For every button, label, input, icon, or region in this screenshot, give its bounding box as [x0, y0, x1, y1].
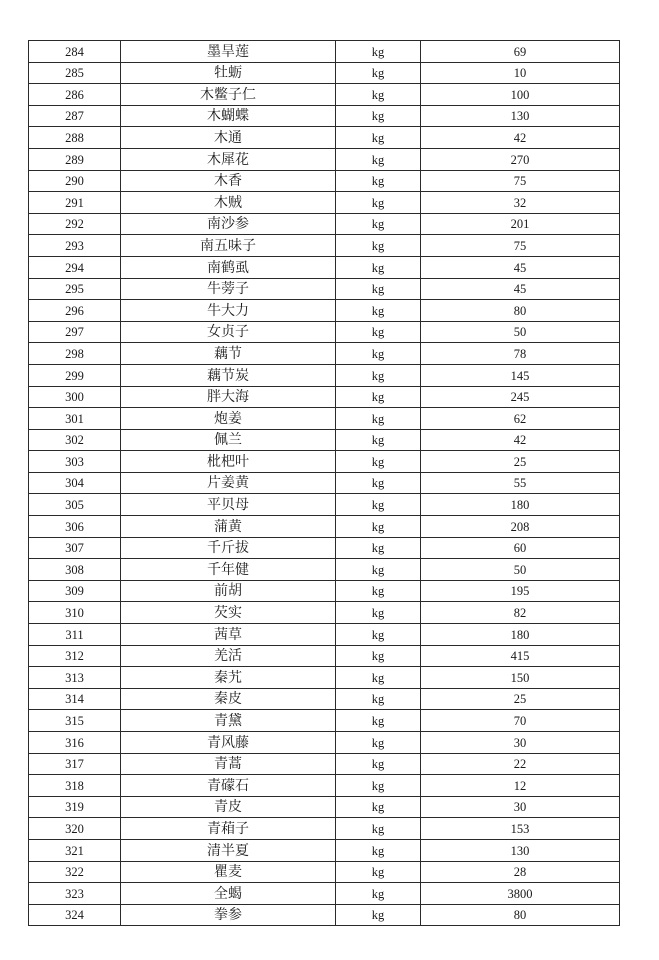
- unit-cell: kg: [336, 127, 421, 149]
- unit-cell: kg: [336, 580, 421, 602]
- quantity-cell: 75: [421, 170, 620, 192]
- unit-cell: kg: [336, 645, 421, 667]
- unit-cell: kg: [336, 256, 421, 278]
- item-name-cell: 蒲黄: [121, 516, 336, 538]
- table-row: [29, 883, 620, 905]
- row-number-cell: 291: [29, 192, 121, 214]
- table-row: [29, 624, 620, 646]
- table-row: [29, 645, 620, 667]
- quantity-cell: 10: [421, 62, 620, 84]
- row-number-cell: 297: [29, 321, 121, 343]
- quantity-cell: 100: [421, 84, 620, 106]
- unit-cell: kg: [336, 364, 421, 386]
- row-number-cell: 324: [29, 904, 121, 926]
- row-number-cell: 309: [29, 580, 121, 602]
- row-number-cell: 314: [29, 688, 121, 710]
- quantity-cell: 270: [421, 148, 620, 170]
- unit-cell: kg: [336, 559, 421, 581]
- table-row: [29, 213, 620, 235]
- quantity-cell: 45: [421, 278, 620, 300]
- table-row: [29, 408, 620, 430]
- quantity-cell: 82: [421, 602, 620, 624]
- row-number-cell: 318: [29, 775, 121, 797]
- unit-cell: kg: [336, 429, 421, 451]
- row-number-cell: 298: [29, 343, 121, 365]
- unit-cell: kg: [336, 192, 421, 214]
- unit-cell: kg: [336, 710, 421, 732]
- item-name-cell: 墨旱莲: [121, 41, 336, 63]
- row-number-cell: 295: [29, 278, 121, 300]
- quantity-cell: 201: [421, 213, 620, 235]
- row-number-cell: 300: [29, 386, 121, 408]
- item-name-cell: 炮姜: [121, 408, 336, 430]
- item-name-cell: 牛大力: [121, 300, 336, 322]
- table-row: [29, 192, 620, 214]
- quantity-cell: 30: [421, 732, 620, 754]
- unit-cell: kg: [336, 688, 421, 710]
- quantity-cell: 80: [421, 300, 620, 322]
- quantity-cell: 150: [421, 667, 620, 689]
- table-row: [29, 364, 620, 386]
- unit-cell: kg: [336, 278, 421, 300]
- table-row: [29, 796, 620, 818]
- item-name-cell: 木犀花: [121, 148, 336, 170]
- row-number-cell: 304: [29, 472, 121, 494]
- unit-cell: kg: [336, 300, 421, 322]
- quantity-cell: 145: [421, 364, 620, 386]
- item-name-cell: 佩兰: [121, 429, 336, 451]
- quantity-cell: 42: [421, 127, 620, 149]
- item-name-cell: 木香: [121, 170, 336, 192]
- row-number-cell: 285: [29, 62, 121, 84]
- unit-cell: kg: [336, 472, 421, 494]
- row-number-cell: 323: [29, 883, 121, 905]
- table-row: [29, 235, 620, 257]
- row-number-cell: 322: [29, 861, 121, 883]
- item-name-cell: 牡蛎: [121, 62, 336, 84]
- item-name-cell: 瞿麦: [121, 861, 336, 883]
- item-name-cell: 藕节炭: [121, 364, 336, 386]
- item-name-cell: 南沙参: [121, 213, 336, 235]
- table-row: [29, 602, 620, 624]
- row-number-cell: 287: [29, 105, 121, 127]
- row-number-cell: 312: [29, 645, 121, 667]
- item-name-cell: 秦艽: [121, 667, 336, 689]
- item-name-cell: 藕节: [121, 343, 336, 365]
- row-number-cell: 296: [29, 300, 121, 322]
- table-row: [29, 904, 620, 926]
- table-row: [29, 321, 620, 343]
- item-name-cell: 青蒿: [121, 753, 336, 775]
- quantity-cell: 75: [421, 235, 620, 257]
- item-name-cell: 南五味子: [121, 235, 336, 257]
- unit-cell: kg: [336, 451, 421, 473]
- item-name-cell: 千年健: [121, 559, 336, 581]
- quantity-cell: 415: [421, 645, 620, 667]
- item-name-cell: 清半夏: [121, 839, 336, 861]
- quantity-cell: 62: [421, 408, 620, 430]
- table-row: [29, 278, 620, 300]
- item-name-cell: 芡实: [121, 602, 336, 624]
- row-number-cell: 307: [29, 537, 121, 559]
- row-number-cell: 316: [29, 732, 121, 754]
- table-row: [29, 753, 620, 775]
- item-name-cell: 青黛: [121, 710, 336, 732]
- quantity-cell: 3800: [421, 883, 620, 905]
- quantity-cell: 45: [421, 256, 620, 278]
- row-number-cell: 319: [29, 796, 121, 818]
- table-row: [29, 516, 620, 538]
- table-row: [29, 732, 620, 754]
- row-number-cell: 313: [29, 667, 121, 689]
- quantity-cell: 22: [421, 753, 620, 775]
- item-name-cell: 羌活: [121, 645, 336, 667]
- quantity-cell: 195: [421, 580, 620, 602]
- unit-cell: kg: [336, 235, 421, 257]
- quantity-cell: 30: [421, 796, 620, 818]
- table-row: [29, 861, 620, 883]
- item-name-cell: 青葙子: [121, 818, 336, 840]
- table-row: [29, 580, 620, 602]
- table-row: [29, 84, 620, 106]
- item-name-cell: 青风藤: [121, 732, 336, 754]
- unit-cell: kg: [336, 84, 421, 106]
- table-row: [29, 710, 620, 732]
- table-row: [29, 775, 620, 797]
- table-row: [29, 105, 620, 127]
- table-row: [29, 127, 620, 149]
- row-number-cell: 290: [29, 170, 121, 192]
- item-name-cell: 全蝎: [121, 883, 336, 905]
- quantity-cell: 130: [421, 839, 620, 861]
- item-name-cell: 牛蒡子: [121, 278, 336, 300]
- unit-cell: kg: [336, 105, 421, 127]
- table-row: [29, 429, 620, 451]
- row-number-cell: 289: [29, 148, 121, 170]
- unit-cell: kg: [336, 839, 421, 861]
- unit-cell: kg: [336, 861, 421, 883]
- quantity-cell: 42: [421, 429, 620, 451]
- quantity-cell: 55: [421, 472, 620, 494]
- quantity-cell: 32: [421, 192, 620, 214]
- unit-cell: kg: [336, 796, 421, 818]
- item-name-cell: 青礞石: [121, 775, 336, 797]
- item-name-cell: 拳参: [121, 904, 336, 926]
- item-name-cell: 秦皮: [121, 688, 336, 710]
- item-name-cell: 片姜黄: [121, 472, 336, 494]
- row-number-cell: 315: [29, 710, 121, 732]
- item-name-cell: 木通: [121, 127, 336, 149]
- unit-cell: kg: [336, 818, 421, 840]
- item-name-cell: 千斤拔: [121, 537, 336, 559]
- row-number-cell: 308: [29, 559, 121, 581]
- row-number-cell: 293: [29, 235, 121, 257]
- item-name-cell: 木鳖子仁: [121, 84, 336, 106]
- quantity-cell: 245: [421, 386, 620, 408]
- unit-cell: kg: [336, 624, 421, 646]
- table-row: [29, 688, 620, 710]
- item-name-cell: 木蝴蝶: [121, 105, 336, 127]
- unit-cell: kg: [336, 494, 421, 516]
- table-row: [29, 839, 620, 861]
- row-number-cell: 306: [29, 516, 121, 538]
- item-name-cell: 平贝母: [121, 494, 336, 516]
- table-body: [29, 41, 620, 926]
- row-number-cell: 321: [29, 839, 121, 861]
- unit-cell: kg: [336, 170, 421, 192]
- item-name-cell: 胖大海: [121, 386, 336, 408]
- unit-cell: kg: [336, 753, 421, 775]
- unit-cell: kg: [336, 732, 421, 754]
- item-name-cell: 茜草: [121, 624, 336, 646]
- quantity-cell: 50: [421, 559, 620, 581]
- table-row: [29, 559, 620, 581]
- item-name-cell: 青皮: [121, 796, 336, 818]
- unit-cell: kg: [336, 213, 421, 235]
- unit-cell: kg: [336, 62, 421, 84]
- table-row: [29, 667, 620, 689]
- unit-cell: kg: [336, 321, 421, 343]
- row-number-cell: 288: [29, 127, 121, 149]
- unit-cell: kg: [336, 904, 421, 926]
- quantity-cell: 25: [421, 688, 620, 710]
- row-number-cell: 284: [29, 41, 121, 63]
- unit-cell: kg: [336, 148, 421, 170]
- table-row: [29, 62, 620, 84]
- row-number-cell: 320: [29, 818, 121, 840]
- unit-cell: kg: [336, 386, 421, 408]
- quantity-cell: 12: [421, 775, 620, 797]
- row-number-cell: 294: [29, 256, 121, 278]
- row-number-cell: 302: [29, 429, 121, 451]
- row-number-cell: 299: [29, 364, 121, 386]
- quantity-cell: 180: [421, 494, 620, 516]
- item-name-cell: 木贼: [121, 192, 336, 214]
- row-number-cell: 317: [29, 753, 121, 775]
- quantity-cell: 153: [421, 818, 620, 840]
- table-row: [29, 300, 620, 322]
- quantity-cell: 60: [421, 537, 620, 559]
- item-name-cell: 南鹤虱: [121, 256, 336, 278]
- quantity-cell: 80: [421, 904, 620, 926]
- unit-cell: kg: [336, 516, 421, 538]
- unit-cell: kg: [336, 883, 421, 905]
- herb-quantity-table: [28, 40, 620, 926]
- quantity-cell: 28: [421, 861, 620, 883]
- quantity-cell: 70: [421, 710, 620, 732]
- row-number-cell: 311: [29, 624, 121, 646]
- quantity-cell: 208: [421, 516, 620, 538]
- table-row: [29, 818, 620, 840]
- row-number-cell: 310: [29, 602, 121, 624]
- table-row: [29, 170, 620, 192]
- quantity-cell: 69: [421, 41, 620, 63]
- unit-cell: kg: [336, 343, 421, 365]
- unit-cell: kg: [336, 408, 421, 430]
- table-row: [29, 472, 620, 494]
- unit-cell: kg: [336, 775, 421, 797]
- table-row: [29, 494, 620, 516]
- item-name-cell: 女贞子: [121, 321, 336, 343]
- row-number-cell: 303: [29, 451, 121, 473]
- table-row: [29, 451, 620, 473]
- quantity-cell: 25: [421, 451, 620, 473]
- table-row: [29, 41, 620, 63]
- table-row: [29, 386, 620, 408]
- unit-cell: kg: [336, 602, 421, 624]
- row-number-cell: 292: [29, 213, 121, 235]
- table-row: [29, 537, 620, 559]
- unit-cell: kg: [336, 41, 421, 63]
- row-number-cell: 286: [29, 84, 121, 106]
- quantity-cell: 180: [421, 624, 620, 646]
- item-name-cell: 前胡: [121, 580, 336, 602]
- item-name-cell: 枇杷叶: [121, 451, 336, 473]
- table-row: [29, 256, 620, 278]
- table-row: [29, 343, 620, 365]
- row-number-cell: 301: [29, 408, 121, 430]
- unit-cell: kg: [336, 667, 421, 689]
- quantity-cell: 50: [421, 321, 620, 343]
- unit-cell: kg: [336, 537, 421, 559]
- quantity-cell: 78: [421, 343, 620, 365]
- quantity-cell: 130: [421, 105, 620, 127]
- table-row: [29, 148, 620, 170]
- row-number-cell: 305: [29, 494, 121, 516]
